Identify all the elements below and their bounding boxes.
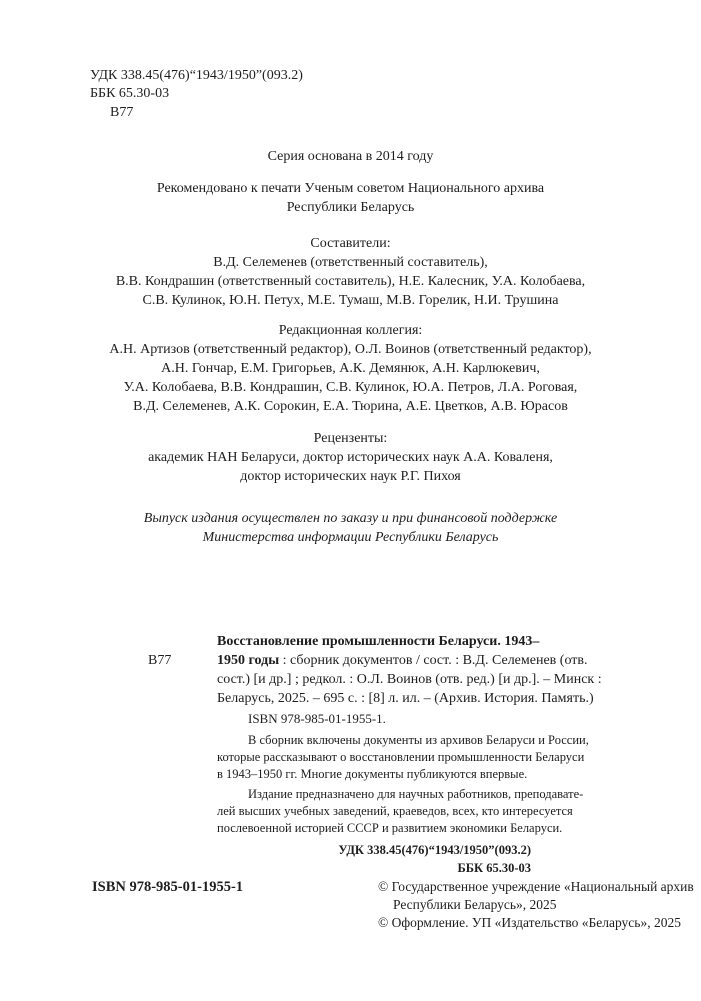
bbk-code: ББК 65.30-03 bbox=[90, 86, 170, 101]
editorial-board-heading: Редакционная коллегия: bbox=[278, 323, 423, 338]
book-description: сост.) [и др.] ; редкол. : О.Л. Воинов (отв. ред.) [и др.]. – Минск : bbox=[217, 672, 602, 687]
series-note: Серия основана в 2014 году bbox=[267, 149, 434, 164]
annotation-line: которые рассказывают о восстановлении промышленности Беларуси bbox=[217, 750, 585, 764]
compilers-line: С.В. Кулинок, Ю.Н. Петух, М.Е. Тумаш, М.В. Горелик, Н.И. Трушина bbox=[142, 293, 559, 308]
reviewers-line: академик НАН Беларуси, доктор исторических наук А.А. Коваленя, bbox=[148, 450, 553, 465]
isbn: ISBN 978-985-01-1955-1. bbox=[248, 711, 386, 726]
editorial-board-line: В.Д. Селеменев, А.К. Сорокин, Е.А. Тюрина, А.Е. Цветков, А.В. Юрасов bbox=[133, 399, 568, 414]
compilers-line: В.В. Кондрашин (ответственный составитель), Н.Е. Калесник, У.А. Колобаева, bbox=[115, 274, 586, 289]
compilers-line: В.Д. Селеменев (ответственный составитель), bbox=[213, 255, 488, 270]
book-title-line: Восстановление промышленности Беларуси. 1943– bbox=[217, 634, 540, 649]
author-mark: В77 bbox=[110, 105, 134, 120]
recommendation-line: Республики Беларусь bbox=[286, 200, 415, 215]
annotation-line: Издание предназначено для научных работников, преподавате- bbox=[248, 787, 584, 801]
annotation-line: В сборник включены документы из архивов Беларуси и России, bbox=[248, 733, 589, 747]
editorial-board-line: А.Н. Артизов (ответственный редактор), О.Л. Воинов (ответственный редактор), bbox=[109, 342, 592, 357]
book-description: : сборник документов / сост. : В.Д. Селеменев (отв. bbox=[279, 653, 588, 668]
bbk-code: ББК 65.30-03 bbox=[457, 861, 531, 875]
reviewers-heading: Рецензенты: bbox=[313, 431, 388, 446]
compilers-heading: Составители: bbox=[310, 236, 391, 251]
reviewers-line: доктор исторических наук Р.Г. Пихоя bbox=[240, 469, 461, 484]
funding-note: Выпуск издания осуществлен по заказу и при финансовой поддержке bbox=[143, 511, 558, 526]
funding-note: Министерства информации Республики Беларусь bbox=[202, 530, 499, 545]
udk-code: УДК 338.45(476)“1943/1950”(093.2) bbox=[90, 68, 303, 83]
copyright-line: Республики Беларусь», 2025 bbox=[393, 897, 557, 912]
copyright-line: © Оформление. УП «Издательство «Беларусь», 2025 bbox=[378, 915, 681, 930]
book-title-years: 1950 годы bbox=[217, 653, 280, 668]
annotation-line: в 1943–1950 гг. Многие документы публикуются впервые. bbox=[217, 767, 528, 781]
copyright-line: © Государственное учреждение «Национальный архив bbox=[378, 879, 694, 894]
annotation-line: послевоенной историей СССР и развитием экономики Беларуси. bbox=[217, 821, 563, 835]
recommendation-line: Рекомендовано к печати Ученым советом Национального архива bbox=[156, 181, 545, 196]
udk-code: УДК 338.45(476)“1943/1950”(093.2) bbox=[338, 843, 531, 857]
editorial-board-line: А.Н. Гончар, Е.М. Григорьев, А.К. Демянюк, А.Н. Карлюкевич, bbox=[161, 361, 540, 376]
book-title-line bbox=[217, 653, 588, 669]
editorial-board-line: У.А. Колобаева, В.В. Кондрашин, С.В. Кулинок, Ю.А. Петров, Л.А. Роговая, bbox=[123, 380, 578, 395]
book-description: Беларусь, 2025. – 695 с. : [8] л. ил. – (Архив. История. Память.) bbox=[217, 691, 594, 706]
annotation-line: лей высших учебных заведений, краеведов, всех, кто интересуется bbox=[217, 804, 573, 818]
author-mark: В77 bbox=[148, 653, 172, 668]
footer-isbn: ISBN 978-985-01-1955-1 bbox=[92, 879, 244, 895]
